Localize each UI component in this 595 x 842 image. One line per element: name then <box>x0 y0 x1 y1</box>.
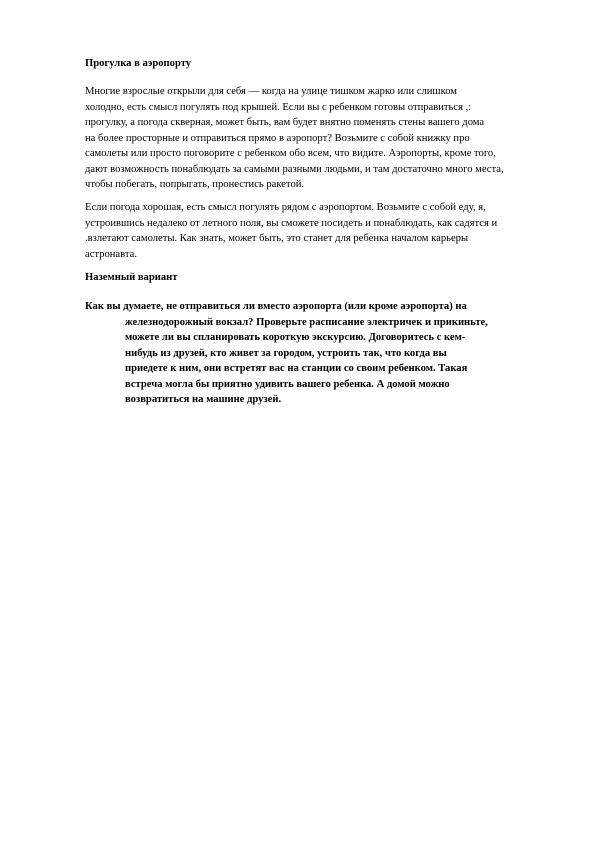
text-line: дают возможность понаблюдать за самыми разными людьми, и там достаточно много места, <box>85 163 504 175</box>
text-line: чтобы побегать, попрыгать, пронестись ракетой. <box>85 179 305 190</box>
paragraph-airport-outdoor <box>85 200 515 262</box>
text-line: нибудь из друзей, кто живет за городом, устроить так, что когда вы <box>125 347 447 359</box>
text-line: железнодорожный вокзал? Проверьте расписание электричек и прикиньте, <box>125 316 488 328</box>
text-line: астронавта. <box>85 248 137 260</box>
paragraph-ground-option <box>85 299 515 408</box>
text-line: устроившись недалеко от летного поля, вы сможете посидеть и понаблюдать, как садятся и <box>85 217 498 229</box>
text-line: Как вы думаете, не отправиться ли вместо аэропорта (или кроме аэропорта) на <box>85 301 467 312</box>
text-line: Если погода хорошая, есть смысл погулять рядом с аэропортом. Возьмите с собой еду, я, <box>85 202 486 213</box>
text-line: возвратиться на машине друзей. <box>125 394 282 405</box>
text-line: самолеты или просто поговорите с ребенком обо всем, что видите. Аэропорты, кроме того, <box>85 148 496 159</box>
text-line: прогулку, а погода скверная, может быть, вам будет внятно поменять стены вашего дома <box>85 117 485 128</box>
text-line: на более просторные и отправиться прямо в аэропорт? Возьмите с собой книжку про <box>85 132 470 144</box>
text-line: встреча могла бы приятно удивить вашего ребенка. А домой можно <box>125 378 450 390</box>
paragraph-airport-intro <box>85 84 515 193</box>
text-line: .взлетают самолеты. Как знать, может быть, это станет для ребенка началом карьеры <box>85 233 469 244</box>
text-line: можете ли вы спланировать короткую экскурсию. Договоритесь с кем- <box>125 332 466 343</box>
text-line: холодно, есть смысл погулять под крышей. Если вы с ребенком готовы отправиться ,: <box>85 101 472 113</box>
section-title-airport: Прогулка в аэропорту <box>85 58 192 69</box>
text-line: приедете к ним, они встретят вас на станции со своим ребенком. Такая <box>125 363 468 374</box>
section-title-ground: Наземный вариант <box>85 272 178 283</box>
text-line: Многие взрослые открыли для себя — когда на улице тишком жарко или слишком <box>85 86 457 97</box>
